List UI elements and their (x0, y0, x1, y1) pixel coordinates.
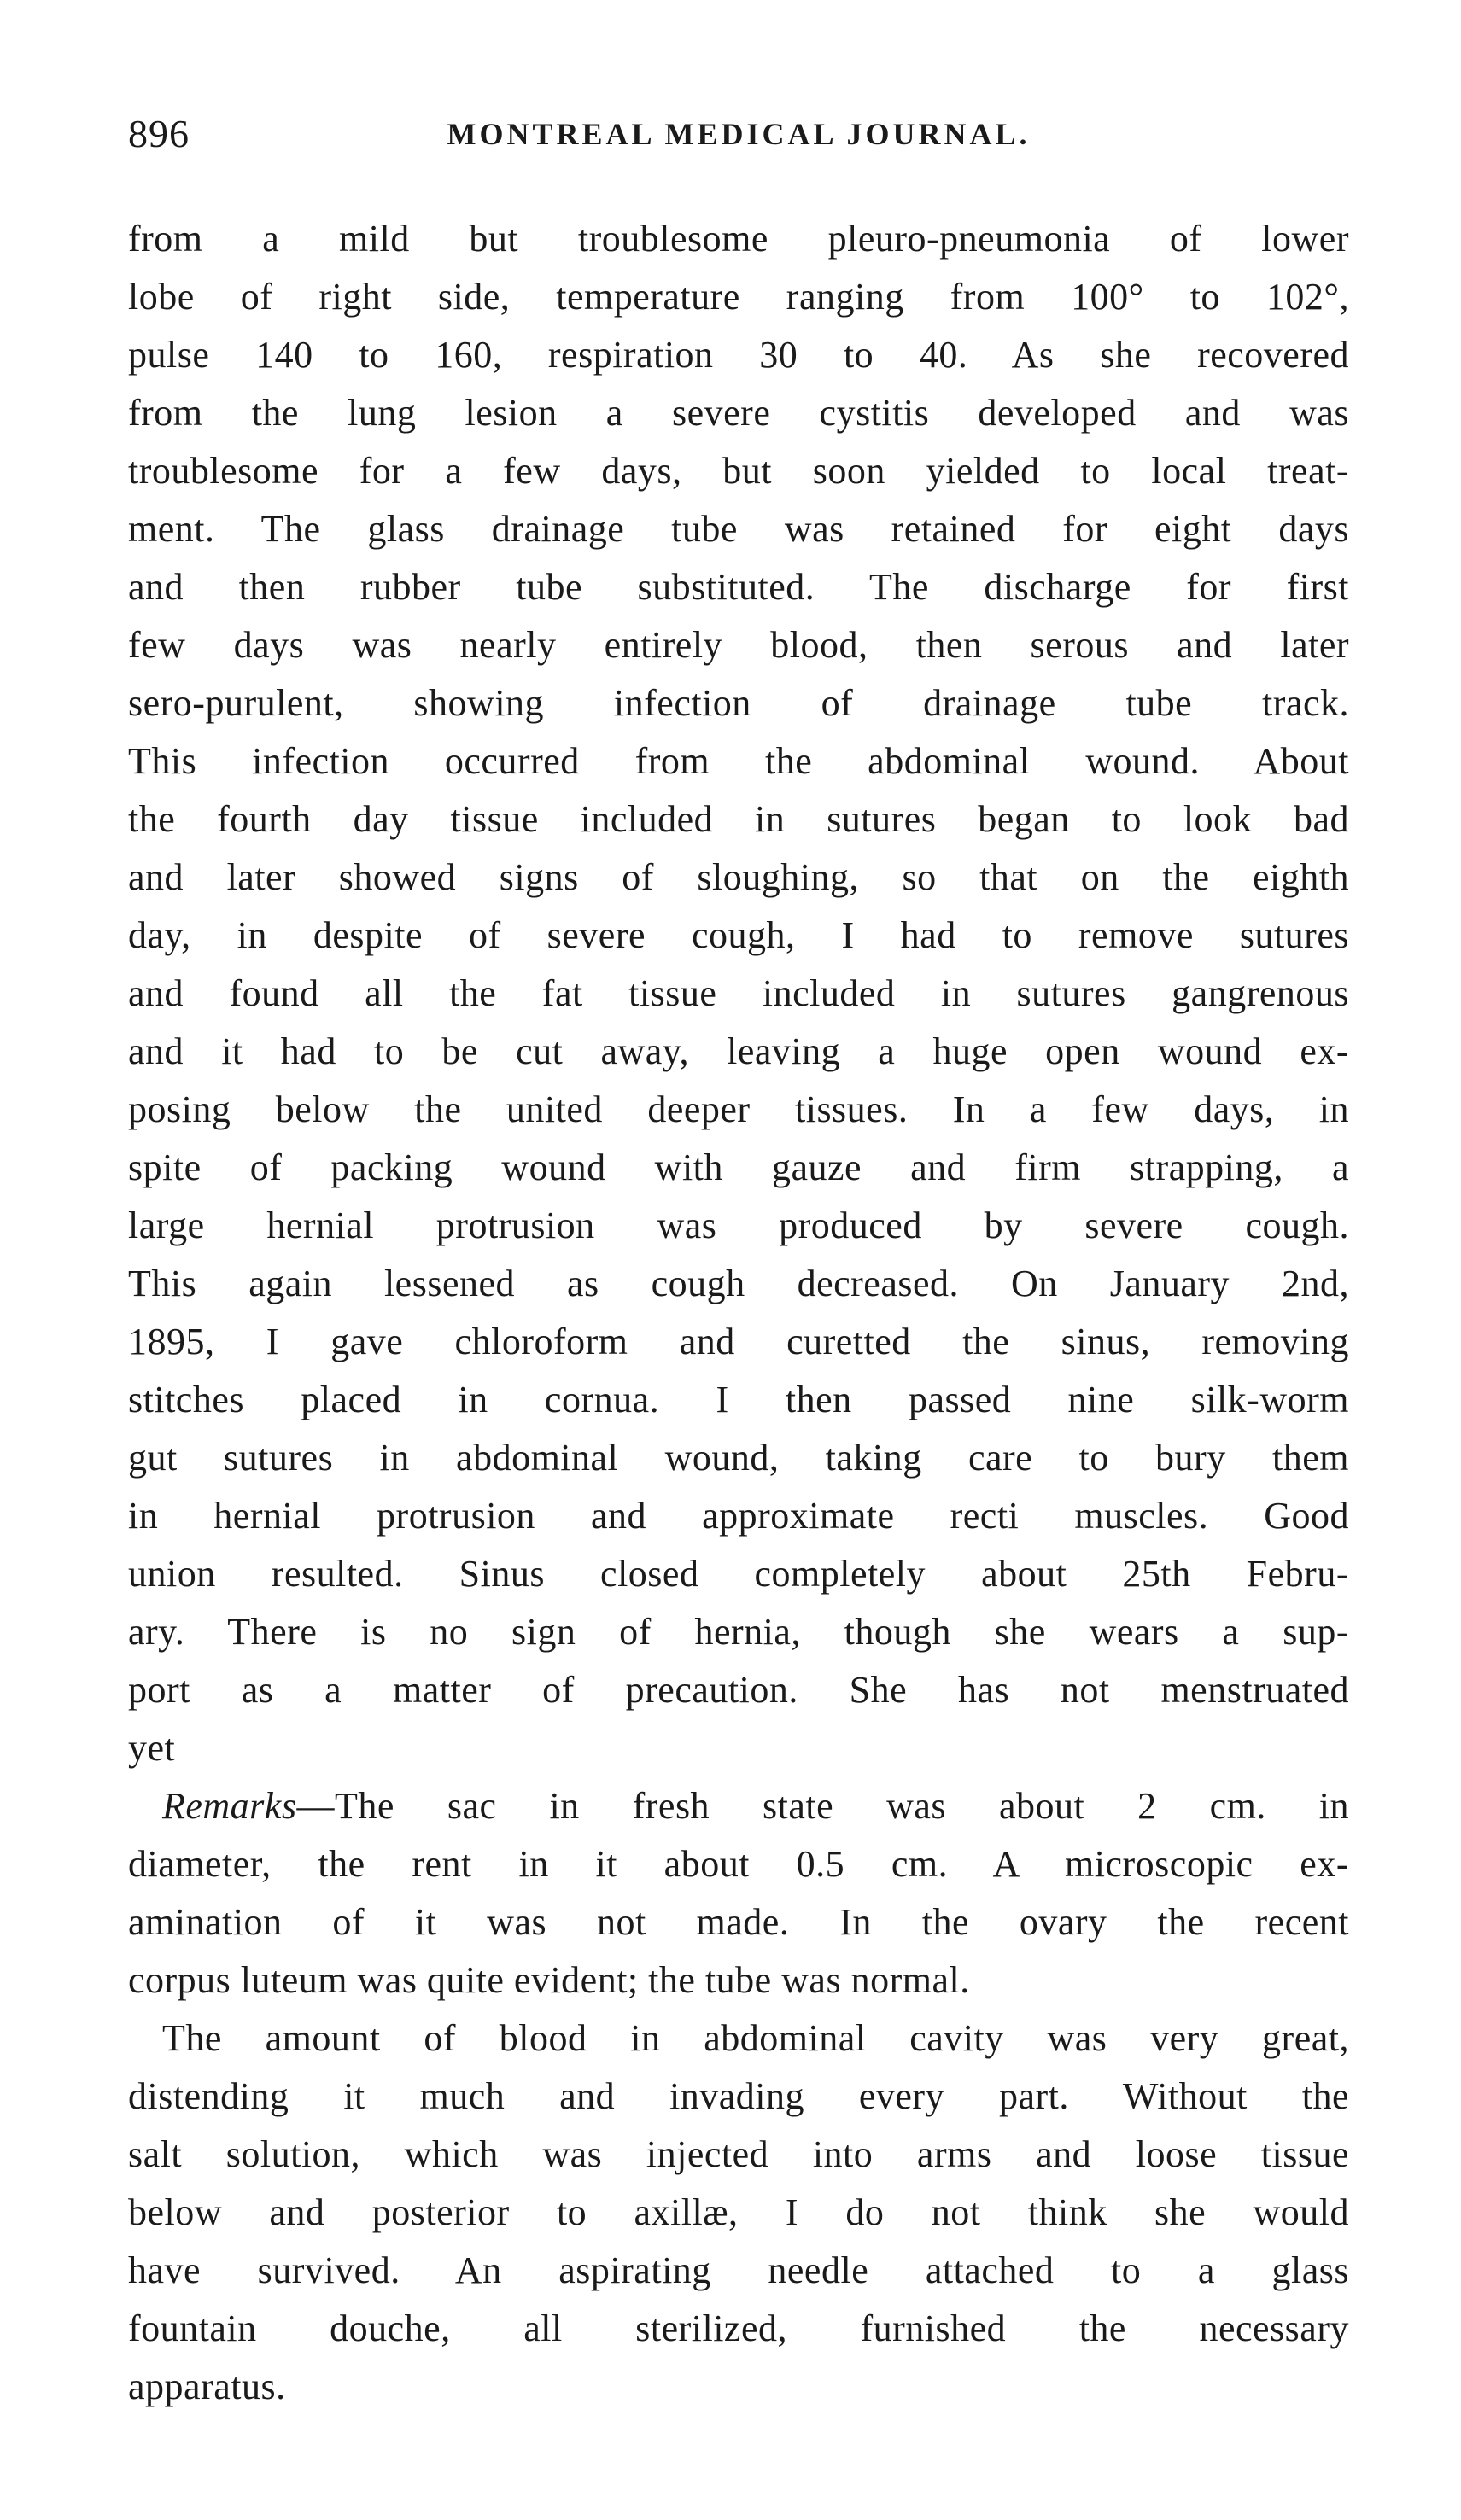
text-line: in hernial protrusion and approximate recti muscles. Good (128, 1495, 1349, 1537)
text-line: have survived. An aspirating needle attached to a glass (128, 2249, 1349, 2291)
text-line: salt solution, which was injected into arms and loose tissue (128, 2133, 1349, 2175)
document-page (128, 85, 1349, 2416)
text-line: lobe of right side, temperature ranging from 100° to 102°, (128, 276, 1349, 318)
text-line: stitches placed in cornua. I then passed nine silk-worm (128, 1379, 1349, 1420)
text-line: ary. There is no sign of hernia, though she wears a sup- (128, 1611, 1349, 1653)
body-text (128, 210, 1349, 2416)
text-line: pulse 140 to 160, respiration 30 to 40. As she recovered (128, 334, 1349, 376)
text-line: large hernial protrusion was produced by severe cough. (128, 1205, 1349, 1246)
remarks-lead: Remarks (162, 1785, 297, 1827)
text-line: distending it much and invading every part. Without the (128, 2075, 1349, 2117)
text-line: below and posterior to axillæ, I do not think she would (128, 2191, 1349, 2233)
text-line: troublesome for a few days, but soon yielded to local treat- (128, 450, 1349, 492)
text-line: and it had to be cut away, leaving a huge open wound ex- (128, 1030, 1349, 1072)
text-line: This again lessened as cough decreased. On January 2nd, (128, 1263, 1349, 1304)
text-line (128, 1777, 1349, 1835)
running-head (128, 85, 1349, 171)
text-line: few days was nearly entirely blood, then serous and later (128, 624, 1349, 666)
text-line: gut sutures in abdominal wound, taking care to bury them (128, 1437, 1349, 1479)
text-line: port as a matter of precaution. She has not menstruated (128, 1669, 1349, 1711)
text-line: The amount of blood in abdominal cavity was very great, (162, 2017, 1349, 2059)
text-line: and found all the fat tissue included in sutures gangrenous (128, 972, 1349, 1014)
text-line: 1895, I gave chloroform and curetted the sinus, removing (128, 1321, 1349, 1362)
text-line: and then rubber tube substituted. The discharge for first (128, 566, 1349, 608)
paragraph-remarks (128, 1777, 1349, 2010)
text-line: This infection occurred from the abdominal wound. About (128, 740, 1349, 782)
text-line: day, in despite of severe cough, I had to remove sutures (128, 914, 1349, 956)
text-line: sero-purulent, showing infection of drainage tube track. (128, 682, 1349, 724)
text-line: apparatus. (128, 2365, 286, 2407)
text-line: diameter, the rent in it about 0.5 cm. A microscopic ex- (128, 1843, 1349, 1885)
text-line: union resulted. Sinus closed completely about 25th Febru- (128, 1553, 1349, 1595)
text-line: spite of packing wound with gauze and firm strapping, a (128, 1146, 1349, 1188)
paragraph-case-continuation (128, 210, 1349, 1777)
text-line: the fourth day tissue included in sutures began to look bad (128, 798, 1349, 840)
text-line: amination of it was not made. In the ovary the recent (128, 1901, 1349, 1943)
text-line: from the lung lesion a severe cystitis developed and was (128, 392, 1349, 434)
text-line: corpus luteum was quite evident; the tube was normal. (128, 1959, 970, 2001)
text-line: yet (128, 1727, 176, 1769)
journal-title: MONTREAL MEDICAL JOURNAL. (447, 117, 1031, 151)
remarks-first-line: —The sac in fresh state was about 2 cm. in (296, 1785, 1349, 1827)
page-number: 896 (128, 112, 190, 155)
text-line: fountain douche, all sterilized, furnished the necessary (128, 2307, 1349, 2349)
text-line: from a mild but troublesome pleuro-pneumonia of lower (128, 218, 1349, 260)
text-line: posing below the united deeper tissues. In a few days, in (128, 1088, 1349, 1130)
text-line: and later showed signs of sloughing, so that on the eighth (128, 856, 1349, 898)
text-line: ment. The glass drainage tube was retained for eight days (128, 508, 1349, 550)
paragraph-blood-amount (128, 2010, 1349, 2416)
